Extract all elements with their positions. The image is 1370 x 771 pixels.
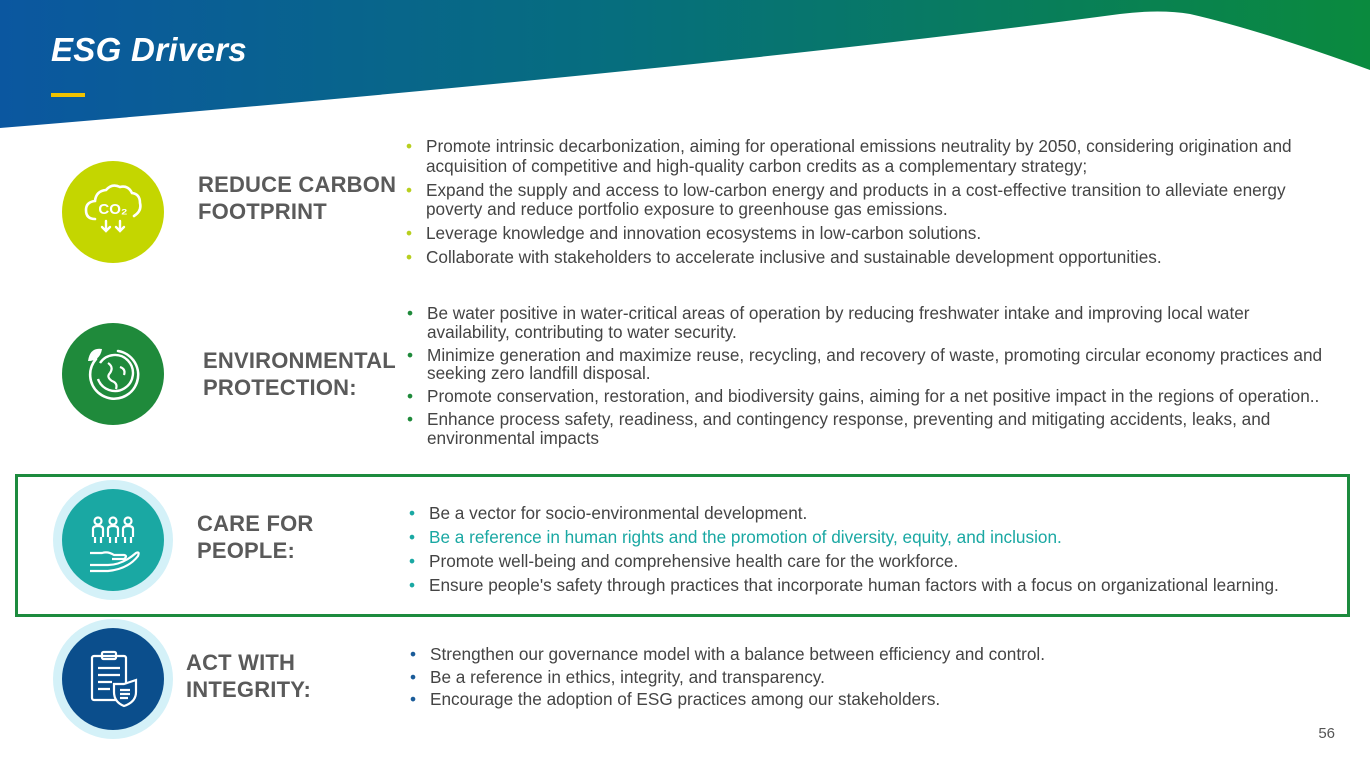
list-item: • Expand the supply and access to low-carbon energy and products in a cost-effective transition to alleviate energy poverty and reduce portfolio exposure to greenhouse gas emissions.	[406, 181, 1336, 220]
globe-leaf-icon	[62, 323, 164, 425]
list-item: • Be a reference in human rights and the promotion of diversity, equity, and inclusion.	[409, 528, 1329, 548]
svg-text:CO₂: CO₂	[98, 201, 128, 218]
bullet-list	[410, 645, 1310, 713]
co2-cloud-icon	[62, 161, 164, 263]
section-heading: ENVIRONMENTAL PROTECTION:	[203, 348, 396, 400]
list-item: • Promote conservation, restoration, and biodiversity gains, aiming for a net positive impact in the regions of operation..	[407, 387, 1327, 406]
page-number: 56	[1318, 725, 1335, 742]
bullet-list	[409, 504, 1329, 600]
people-hand-icon	[62, 489, 164, 591]
list-item: • Promote intrinsic decarbonization, aiming for operational emissions neutrality by 2050, considering origination and acquisition of competitive and high-quality carbon credits as a complementary strategy;	[406, 137, 1336, 176]
list-item: • Enhance process safety, readiness, and contingency response, preventing and mitigating accidents, leaks, and environmental impacts	[407, 410, 1327, 447]
section-heading: CARE FOR PEOPLE:	[197, 511, 314, 563]
list-item: • Promote well-being and comprehensive health care for the workforce.	[409, 552, 1329, 572]
clipboard-shield-icon	[62, 628, 164, 730]
page-title: ESG Drivers	[51, 31, 247, 68]
list-item: • Encourage the adoption of ESG practices among our stakeholders.	[410, 690, 1310, 708]
list-item: • Be a vector for socio-environmental development.	[409, 504, 1329, 524]
section-heading: ACT WITH INTEGRITY:	[186, 650, 312, 702]
section-heading: REDUCE CARBON FOOTPRINT	[198, 172, 397, 224]
list-item: • Leverage knowledge and innovation ecosystems in low-carbon solutions.	[406, 224, 1336, 244]
list-item: • Ensure people's safety through practices that incorporate human factors with a focus on organizational learning.	[409, 576, 1329, 596]
bullet-list	[406, 137, 1336, 272]
list-item: • Be water positive in water-critical areas of operation by reducing freshwater intake and improving local water availability, contributing to water security.	[407, 304, 1327, 341]
list-item: • Strengthen our governance model with a balance between efficiency and control.	[410, 645, 1310, 663]
list-item: • Collaborate with stakeholders to accelerate inclusive and sustainable development opportunities.	[406, 248, 1336, 268]
list-item: • Minimize generation and maximize reuse, recycling, and recovery of waste, promoting circular economy practices and seeking zero landfill disposal.	[407, 346, 1327, 383]
list-item: • Be a reference in ethics, integrity, and transparency.	[410, 668, 1310, 686]
title-underline	[51, 93, 85, 97]
bullet-list	[407, 304, 1327, 452]
